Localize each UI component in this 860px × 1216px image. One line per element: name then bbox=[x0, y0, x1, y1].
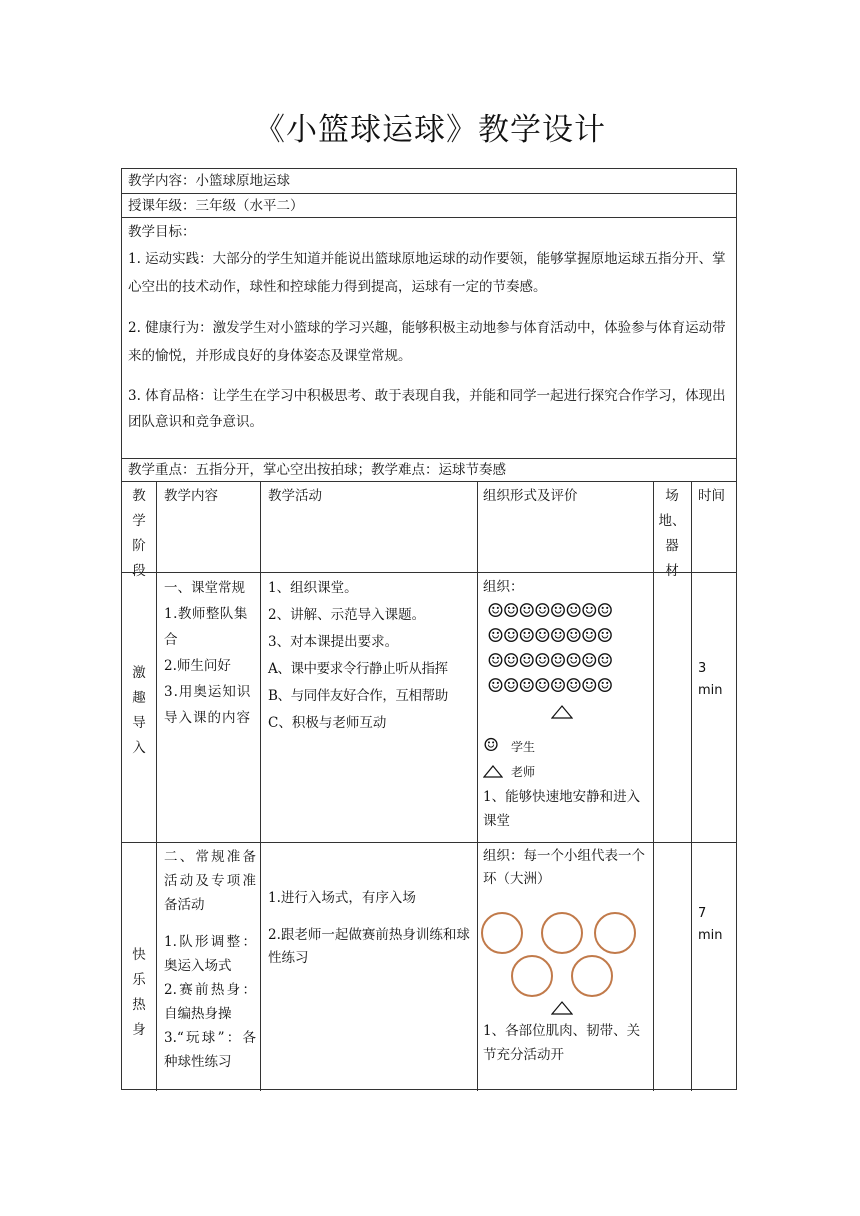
goal-character: 3. 体育品格：让学生在学习中积极思考、敢于表现自我，并能和同学一起进行探究合作学习，体现出团队意识和竞争意识。 bbox=[128, 388, 726, 430]
student-row: ☺☺☺☺☺☺☺☺ bbox=[487, 650, 613, 672]
grade-row bbox=[122, 193, 736, 218]
content-text: 教学内容：小篮球原地运球 bbox=[128, 173, 290, 189]
header-stage: 教 学 阶 段 bbox=[132, 488, 146, 579]
section2-evaluation: 1、各部位肌肉、韧带、关节充分活动开 bbox=[483, 1023, 641, 1063]
section1-organization bbox=[483, 573, 651, 843]
triangle-icon bbox=[483, 765, 503, 778]
lesson-plan-table bbox=[121, 168, 737, 1090]
student-icon: ☺ bbox=[483, 735, 500, 756]
header-content: 教学内容 bbox=[164, 488, 218, 504]
olympic-ring bbox=[511, 955, 553, 997]
student-row: ☺☺☺☺☺☺☺☺ bbox=[487, 600, 613, 622]
legend-teacher-label: 老师 bbox=[511, 765, 536, 779]
goals-block bbox=[122, 218, 736, 435]
section1-activity: 1、组织课堂。 2、讲解、示范导入课题。 3、对本课提出要求。 A、课中要求令行静止听从指挥 B、与同伴友好合作，互相帮助 C、积极与老师互动 bbox=[268, 580, 448, 731]
goal-health: 2. 健康行为：激发学生对小篮球的学习兴趣，能够积极主动地参与体育活动中，体验参与体育运动带来的愉悦，并形成良好的身体姿态及课堂常规。 bbox=[128, 320, 726, 364]
olympic-ring bbox=[594, 912, 636, 954]
section2-content: 二、常规准备活动及专项准备活动 1.队形调整：奥运入场式 2.赛前热身：自编热身操 3.“玩球”：各种球性练习 bbox=[164, 849, 256, 1070]
goal-motor: 1. 运动实践：大部分的学生知道并能说出篮球原地运球的动作要领，能够掌握原地运球五指分开、掌心空出的技术动作，球性和控球能力得到提高，运球有一定的节奏感。 bbox=[128, 251, 726, 295]
section1-stage: 激 趣 导 入 bbox=[132, 665, 146, 756]
teacher-triangle-icon bbox=[551, 705, 573, 719]
olympic-ring bbox=[541, 912, 583, 954]
key-points-text: 教学重点：五指分开，掌心空出按拍球；教学难点：运球节奏感 bbox=[128, 462, 506, 478]
section1-evaluation: 1、能够快速地安静和进入课堂 bbox=[483, 789, 641, 829]
grade-text: 授课年级：三年级（水平二） bbox=[128, 198, 304, 214]
student-row: ☺☺☺☺☺☺☺☺ bbox=[487, 675, 613, 697]
section2-activity: 1.进行入场式，有序入场 2.跟老师一起做赛前热身训练和球性练习 bbox=[268, 890, 470, 966]
section2-org-text: 组织：每一个小组代表一个环（大洲） bbox=[483, 848, 645, 887]
goals-heading: 教学目标： bbox=[128, 224, 196, 240]
olympic-ring bbox=[481, 912, 523, 954]
section1-content: 一、课堂常规 1.教师整队集合 2.师生问好 3.用奥运知识导入课的内容 bbox=[164, 580, 252, 726]
legend-student-label: 学生 bbox=[511, 740, 536, 754]
student-formation bbox=[487, 599, 612, 699]
key-points-row bbox=[122, 458, 736, 483]
section2-time: 7 min bbox=[698, 906, 723, 943]
header-organization: 组织形式及评价 bbox=[483, 488, 578, 504]
section1-time: 3 min bbox=[698, 661, 723, 698]
document-title: 《小篮球运球》教学设计 bbox=[254, 112, 606, 148]
content-row bbox=[122, 169, 736, 194]
teacher-triangle-icon bbox=[551, 1001, 573, 1015]
section2-organization bbox=[483, 843, 651, 1091]
section2-stage: 快 乐 热 身 bbox=[132, 947, 146, 1038]
section2-row bbox=[122, 842, 736, 1091]
header-activity: 教学活动 bbox=[268, 488, 322, 504]
header-venue: 场 地、 器 材 bbox=[658, 488, 686, 579]
header-time: 时间 bbox=[698, 488, 725, 504]
goals-row bbox=[122, 217, 736, 458]
table-header-row bbox=[122, 481, 736, 579]
org-label: 组织： bbox=[483, 579, 524, 595]
olympic-ring bbox=[571, 955, 613, 997]
student-row: ☺☺☺☺☺☺☺☺ bbox=[487, 625, 613, 647]
section1-row bbox=[122, 572, 736, 843]
